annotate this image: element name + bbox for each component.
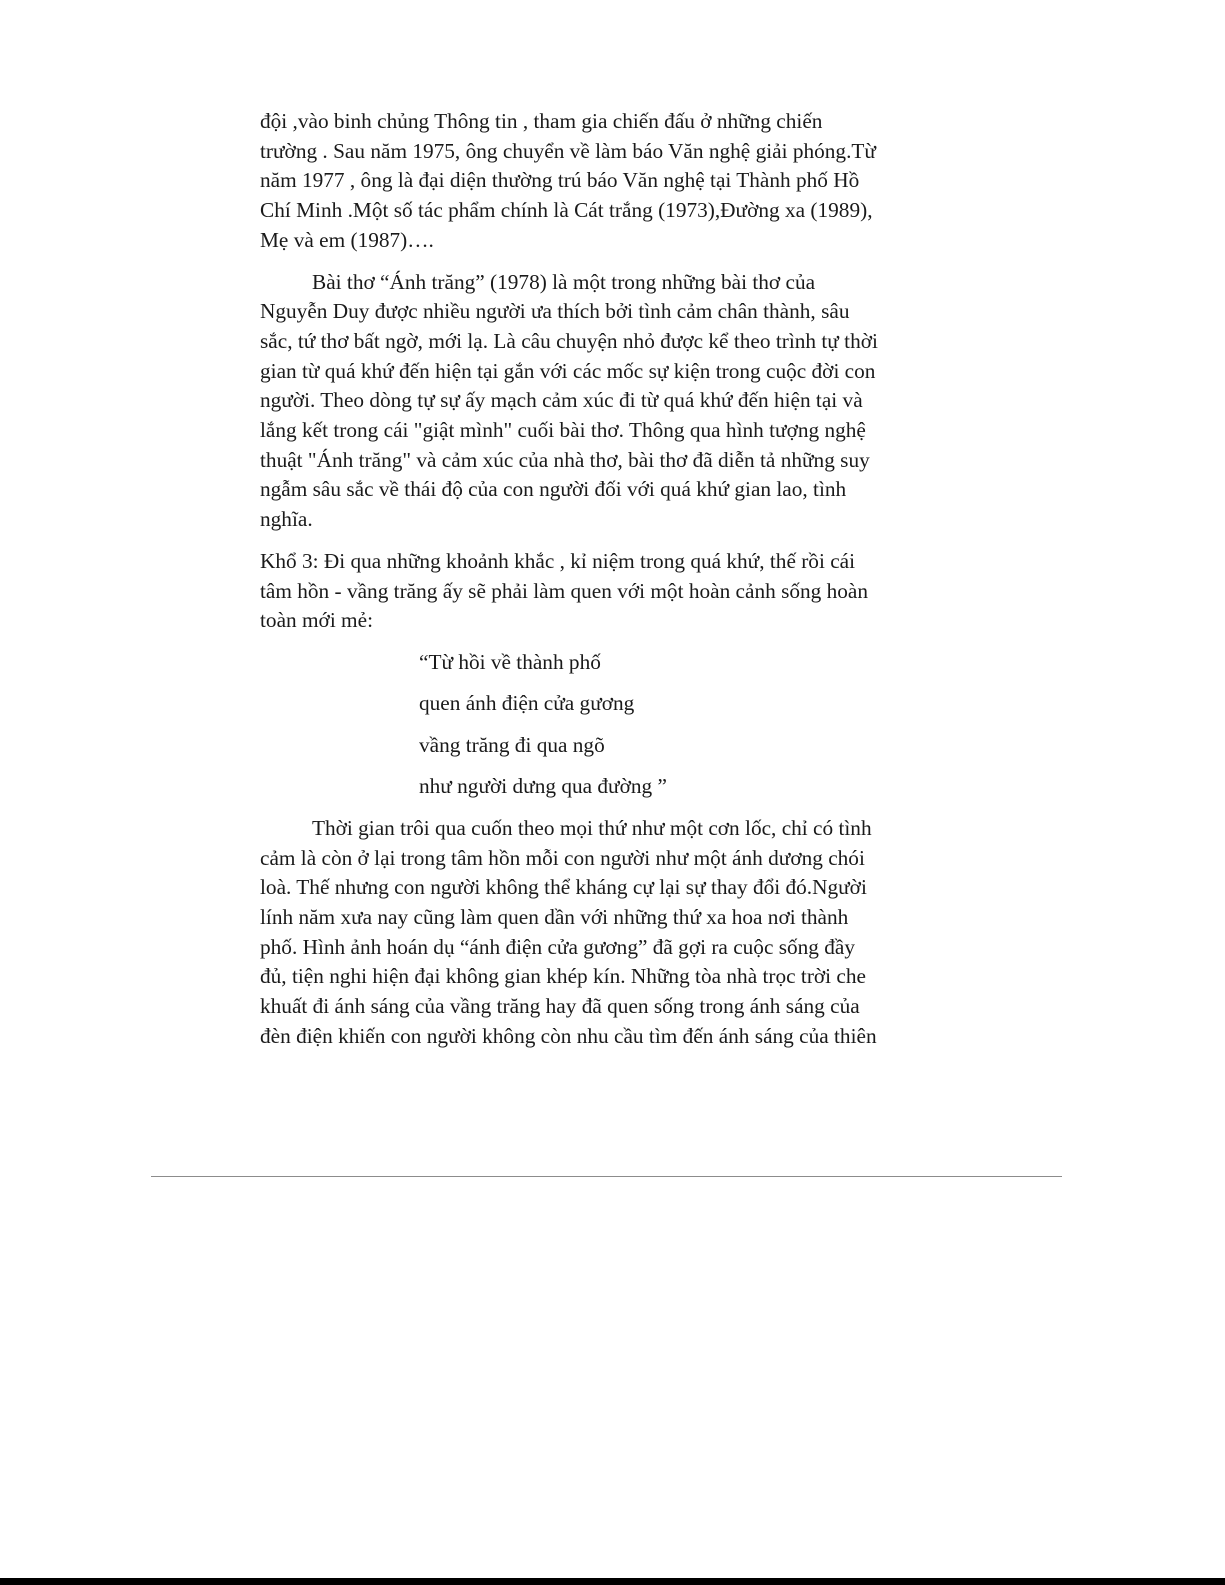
text-line: phố. Hình ảnh hoán dụ “ánh điện cửa gương” đã gợi ra cuộc sống đầy	[260, 934, 856, 959]
text-line: đủ, tiện nghi hiện đại không gian khép kín. Những tòa nhà trọc trời che	[260, 964, 866, 989]
paragraph-poem-intro	[260, 268, 950, 535]
bottom-edge-bar	[0, 1578, 1225, 1585]
text-line: cảm là còn ở lại trong tâm hồn mỗi con người như một ánh dương chói	[260, 845, 865, 870]
text-line: ngẫm sâu sắc về thái độ của con người đối với quá khứ gian lao, tình	[260, 477, 847, 502]
text-line: Mẹ và em (1987)….	[260, 227, 434, 252]
text-line: loà. Thế nhưng con người không thể kháng cự lại sự thay đổi đó.Người	[260, 875, 867, 900]
poem-line: vầng trăng đi qua ngõ	[419, 732, 605, 757]
poem-stanza	[260, 642, 950, 808]
paragraph-stanza-3-heading	[260, 547, 950, 636]
paragraph-biography	[260, 107, 950, 256]
poem-line: “Từ hồi về thành phố	[419, 649, 601, 674]
paragraph-analysis	[260, 814, 950, 1052]
text-line: Chí Minh .Một số tác phẩm chính là Cát trắng (1973),Đường xa (1989),	[260, 198, 873, 223]
document-body	[260, 107, 950, 1052]
text-line: toàn mới mẻ:	[260, 608, 373, 633]
text-line: sắc, tứ thơ bất ngờ, mới lạ. Là câu chuyện nhỏ được kể theo trình tự thời	[260, 328, 878, 353]
text-line: người. Theo dòng tự sự ấy mạch cảm xúc đi từ quá khứ đến hiện tại và	[260, 388, 863, 413]
text-line: tâm hồn - vầng trăng ấy sẽ phải làm quen với một hoàn cảnh sống hoàn	[260, 578, 869, 603]
text-line: trường . Sau năm 1975, ông chuyển về làm báo Văn nghệ giải phóng.Từ	[260, 138, 876, 163]
text-line: Thời gian trôi qua cuốn theo mọi thứ như một cơn lốc, chỉ có tình	[312, 815, 872, 840]
page-divider	[151, 1176, 1062, 1177]
text-line: Nguyễn Duy được nhiều người ưa thích bởi tình cảm chân thành, sâu	[260, 299, 850, 324]
poem-line: như người dưng qua đường ”	[419, 774, 667, 799]
text-line: thuật "Ánh trăng" và cảm xúc của nhà thơ, bài thơ đã diễn tả những suy	[260, 447, 870, 472]
text-line: lắng kết trong cái "giật mình" cuối bài thơ. Thông qua hình tượng nghệ	[260, 418, 866, 443]
text-line: lính năm xưa nay cũng làm quen dần với những thứ xa hoa nơi thành	[260, 905, 849, 930]
text-line: Khổ 3: Đi qua những khoảnh khắc , kỉ niệm trong quá khứ, thế rồi cái	[260, 548, 856, 573]
text-line: năm 1977 , ông là đại diện thường trú báo Văn nghệ tại Thành phố Hồ	[260, 168, 860, 193]
text-line: khuất đi ánh sáng của vầng trăng hay đã quen sống trong ánh sáng của	[260, 994, 860, 1019]
text-line: nghĩa.	[260, 507, 313, 532]
text-line: Bài thơ “Ánh trăng” (1978) là một trong những bài thơ của	[312, 269, 816, 294]
text-line: đội ,vào binh chủng Thông tin , tham gia chiến đấu ở những chiến	[260, 109, 823, 133]
text-line: đèn điện khiến con người không còn nhu cầu tìm đến ánh sáng của thiên	[260, 1023, 877, 1048]
poem-line: quen ánh điện cửa gương	[419, 691, 635, 716]
text-line: gian từ quá khứ đến hiện tại gắn với các mốc sự kiện trong cuộc đời con	[260, 358, 876, 383]
